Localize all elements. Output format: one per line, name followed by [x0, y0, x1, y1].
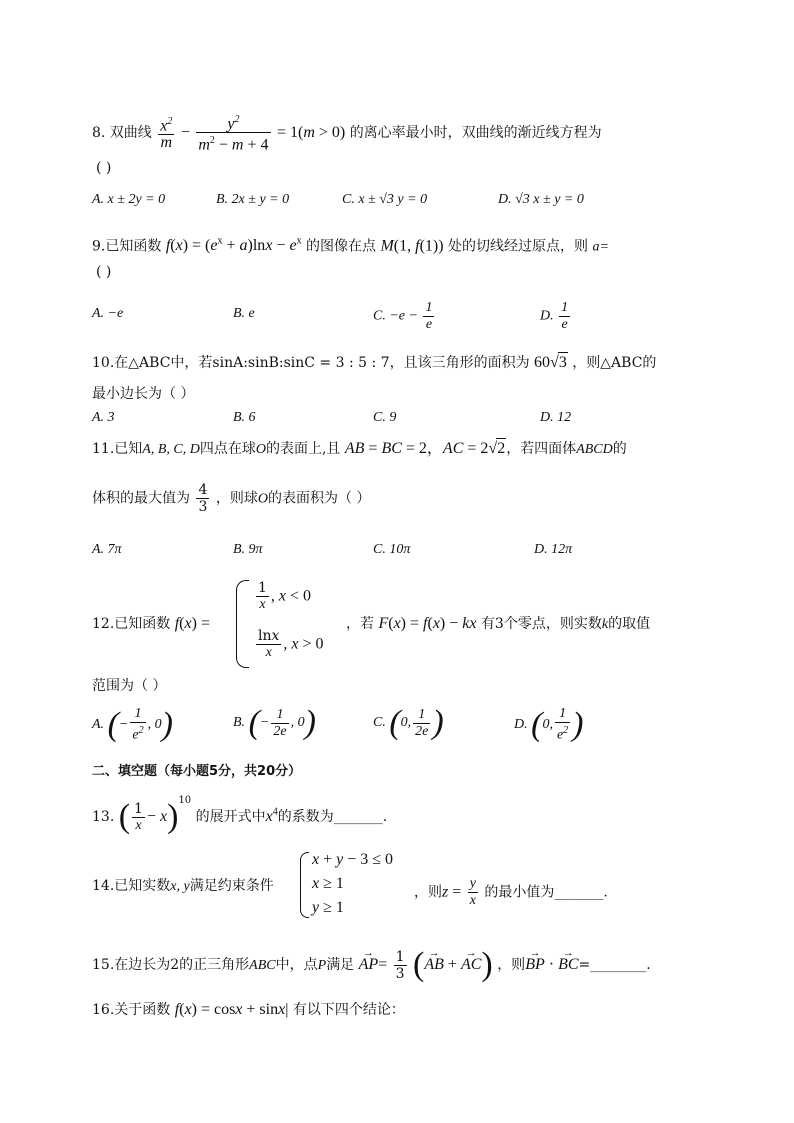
q8-frac1: $\frac{x^2}{m}$ [160, 116, 173, 152]
q12-brace [236, 580, 249, 668]
q12-text-e: 范围为（ ） [92, 678, 167, 694]
q14-constraint-2: x ≥ 1 [312, 875, 344, 892]
q14-constraint-3: y ≥ 1 [312, 899, 344, 916]
q12-case1: $\frac{1}{x}$ , x < 0 [258, 580, 312, 612]
q10-text-a: 10.在△ABC中，若sinA:sinB:sinC = 3 : 5 : 7，且该三角形的面积为 [92, 355, 530, 371]
q10-option-a[interactable]: A. 3 [92, 410, 115, 425]
q9-text-b: 的图像在点 [306, 238, 377, 255]
q8-prefix: 8. 双曲线 [92, 124, 152, 141]
question-11: 11.已知A, B, C, D四点在球O的表面上,且 AB = BC = 2，AC = 2√2，若四面体ABCD的 [92, 440, 627, 457]
q10-text-c: 最小边长为（ ） [92, 386, 195, 402]
question-8: 8. 双曲线 $\frac{x^2}{m}$ − $\frac{y^2}{m^2 - m + 4}$ = 1(m > 0) 的离心率最小时，双曲线的渐近线方程为 [92, 114, 602, 154]
q12-option-c[interactable]: C. (0, $\frac{1}{2e}$ ) [373, 704, 444, 741]
q8-paren: ( ) [96, 160, 112, 176]
q11-option-b[interactable]: B. 9π [233, 542, 263, 557]
q8-option-d[interactable]: D. √3 x ± y = 0 [498, 192, 584, 207]
q9-option-b[interactable]: B. e [233, 306, 255, 321]
question-15: 15.在边长为2的正三角形ABC中，点P满足 → AP= $\frac{1}{3}$ (→ AB + → AC) ，则→ BP · → BC=________. [92, 948, 651, 982]
q9-var-a: a= [592, 239, 609, 255]
q10-option-d[interactable]: D. 12 [540, 410, 572, 425]
q9-option-d[interactable]: D. $\frac{1}{e}$ [540, 300, 569, 332]
question-10: 10.在△ABC中，若sinA:sinB:sinC = 3 : 5 : 7，且该三角形的面积为 60√3 ，则△ABC的 [92, 354, 657, 371]
q8-option-c[interactable]: C. x ± √3 y = 0 [342, 192, 428, 207]
q10-option-b[interactable]: B. 6 [233, 410, 256, 425]
q11-line2: 体积的最大值为 $\frac{4}{3}$ ，则球O的表面积为（ ） [92, 482, 371, 515]
q14-rest: ，则z = $\frac{y}{x}$ 的最小值为_______. [414, 876, 608, 908]
q14-brace [300, 852, 309, 918]
q12-option-d[interactable]: D. (0, $\frac{1}{e^2}$ ) [514, 705, 584, 743]
q8-option-a[interactable]: A. x ± 2y = 0 [92, 192, 166, 207]
question-16: 16.关于函数 f(x) = cosx + sinx| 有以下四个结论： [92, 1001, 405, 1018]
question-9: 9.已知函数 $f(x) = (e^x + a)\ln x - e^x$ 的图像在点 M(1, f(1)) 处的切线经过原点，则 a= [92, 236, 609, 255]
q10-text-b: ，则△ABC的 [572, 355, 657, 371]
q8-mid: 的离心率最小时，双曲线的渐近线方程为 [349, 124, 602, 141]
q14-constraint-1: x + y − 3 ≤ 0 [312, 851, 394, 868]
q9-option-a[interactable]: A. −e [92, 306, 124, 321]
q12-option-b[interactable]: B. (− $\frac{1}{2e}$ , 0) [233, 704, 316, 741]
question-13: 13. ( $\frac{1}{x}$ − x)$^{10}$ 的展开式中$x^4$的系数为_______. [92, 795, 388, 835]
q11-option-c[interactable]: C. 10π [373, 542, 411, 557]
q9-text-a: 9.已知函数 [92, 238, 162, 255]
q11-option-d[interactable]: D. 12π [534, 542, 573, 557]
question-12: 12.已知函数 f(x) = [92, 615, 210, 632]
section-title: 二、填空题（每小题5分，共20分） [92, 764, 302, 779]
q8-option-b[interactable]: B. 2x ± y = 0 [216, 192, 290, 207]
q10-option-c[interactable]: C. 9 [373, 410, 397, 425]
q12-rest: ，若 F(x) = f(x) − kx 有3个零点，则实数k的取值 [346, 615, 651, 632]
q9-paren: ( ) [96, 264, 112, 280]
q12-case2: $\frac{\ln x}{x}$ , x > 0 [258, 628, 324, 660]
question-14: 14.已知实数x, y满足约束条件 [92, 878, 274, 894]
q9-text-c: 处的切线经过原点，则 [448, 238, 589, 255]
q11-option-a[interactable]: A. 7π [92, 542, 122, 557]
q8-frac2: $\frac{y^2}{m^2 - m + 4}$ [198, 114, 269, 154]
q9-option-c[interactable]: C. −e − $\frac{1}{e}$ [373, 300, 433, 332]
q12-option-a[interactable]: A. (− $\frac{1}{e^2}$ , 0) [92, 705, 173, 743]
